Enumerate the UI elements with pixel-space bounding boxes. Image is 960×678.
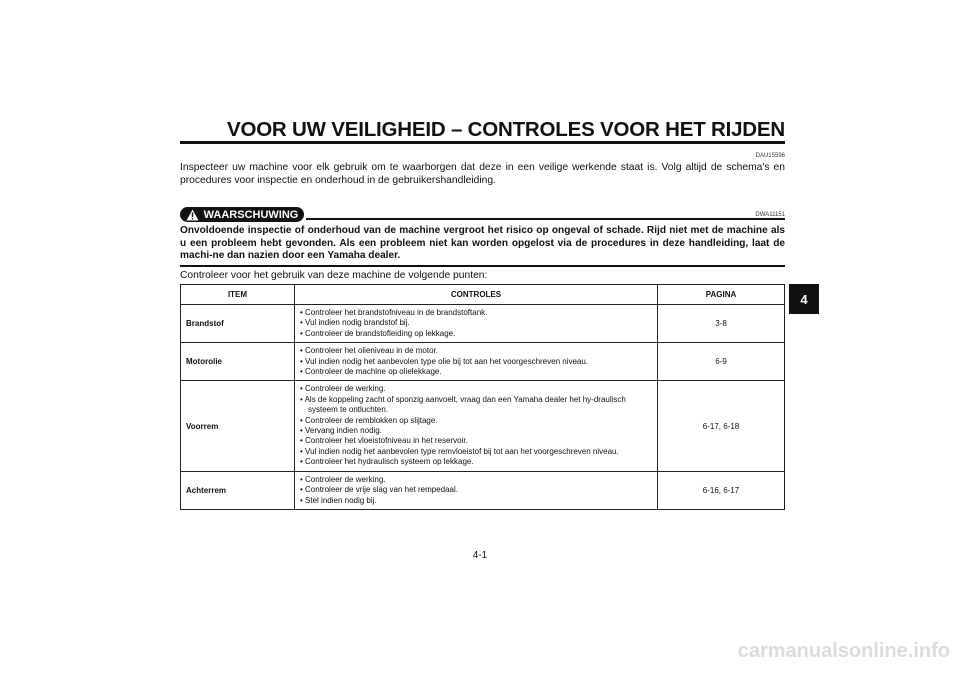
- row-item: Voorrem: [181, 381, 295, 471]
- header-page: PAGINA: [658, 285, 785, 305]
- warning-rule: [306, 218, 785, 220]
- check-item: • Controleer de vrije slag van het rempedaal.: [300, 485, 652, 495]
- watermark: carmanualsonline.info: [737, 640, 950, 662]
- lead-text: Controleer voor het gebruik van deze machine de volgende punten:: [180, 270, 488, 281]
- warning-text: Onvoldoende inspectie of onderhoud van de machine vergroot het risico op ongeval of schade. Rijd niet met de machine als u een probleem hebt gevonden. Als een probleem niet kan worden opgelost via de procedures in deze handleiding, laat de machi-ne dan nazien door een Yamaha dealer.: [180, 225, 785, 261]
- page-title: VOOR UW VEILIGHEID – CONTROLES VOOR HET RIJDEN: [226, 118, 785, 141]
- intro-paragraph: Inspecteer uw machine voor elk gebruik om te waarborgen dat deze in een veilige werkende staat is. Volg altijd de schema's en procedures voor inspectie en onderhoud in de gebruikershandleiding.: [180, 162, 785, 186]
- warning-triangle-icon: [186, 209, 199, 221]
- row-item: Achterrem: [181, 471, 295, 509]
- header-item: ITEM: [181, 285, 295, 305]
- table-row: [181, 381, 785, 471]
- check-item: • Als de koppeling zacht of sponzig aanvoelt, vraag dan een Yamaha dealer het hy-draulisch systeem te ontluchten.: [300, 395, 652, 416]
- chapter-tab: 4: [789, 284, 819, 314]
- header-checks: CONTROLES: [295, 285, 658, 305]
- inspection-table: [180, 284, 785, 510]
- row-checks: [295, 471, 658, 509]
- row-checks: [295, 381, 658, 471]
- warning-badge: [180, 207, 304, 222]
- table-row: [181, 343, 785, 381]
- row-checks: [295, 305, 658, 343]
- row-item: Brandstof: [181, 305, 295, 343]
- check-item: • Vervang indien nodig.: [300, 426, 652, 436]
- section-code: DAU15596: [755, 153, 785, 159]
- check-item: • Controleer de machine op olielekkage.: [300, 367, 652, 377]
- check-item: • Controleer het vloeistofniveau in het reservoir.: [300, 436, 652, 446]
- row-item: Motorolie: [181, 343, 295, 381]
- check-item: • Controleer het brandstofniveau in de brandstoftank.: [300, 308, 652, 318]
- warning-label: WAARSCHUWING: [203, 208, 299, 221]
- check-item: • Controleer het olieniveau in de motor.: [300, 346, 652, 356]
- row-page: 6-17, 6-18: [658, 381, 785, 471]
- check-item: • Controleer de werking.: [300, 475, 652, 485]
- row-checks: [295, 343, 658, 381]
- check-item: • Stel indien nodig bij.: [300, 496, 652, 506]
- check-item: • Controleer de werking.: [300, 384, 652, 394]
- table-row: [181, 305, 785, 343]
- check-item: • Controleer de brandstofleiding op lekkage.: [300, 329, 652, 339]
- row-page: 6-9: [658, 343, 785, 381]
- check-item: • Controleer de remblokken op slijtage.: [300, 416, 652, 426]
- check-item: • Controleer het hydraulisch systeem op lekkage.: [300, 457, 652, 467]
- check-item: • Vul indien nodig het aanbevolen type olie bij tot aan het voorgeschreven niveau.: [300, 357, 652, 367]
- row-page: 6-16, 6-17: [658, 471, 785, 509]
- row-page: 3-8: [658, 305, 785, 343]
- title-rule: [180, 141, 785, 144]
- table-header-row: [181, 285, 785, 305]
- table-row: [181, 471, 785, 509]
- warning-code: DWA11151: [755, 212, 785, 218]
- warning-bottom-rule: [180, 265, 785, 267]
- check-item: • Vul indien nodig brandstof bij.: [300, 318, 652, 328]
- check-item: • Vul indien nodig het aanbevolen type remvloeistof bij tot aan het voorgeschreven niveau.: [300, 447, 652, 457]
- page-number: 4-1: [472, 550, 488, 561]
